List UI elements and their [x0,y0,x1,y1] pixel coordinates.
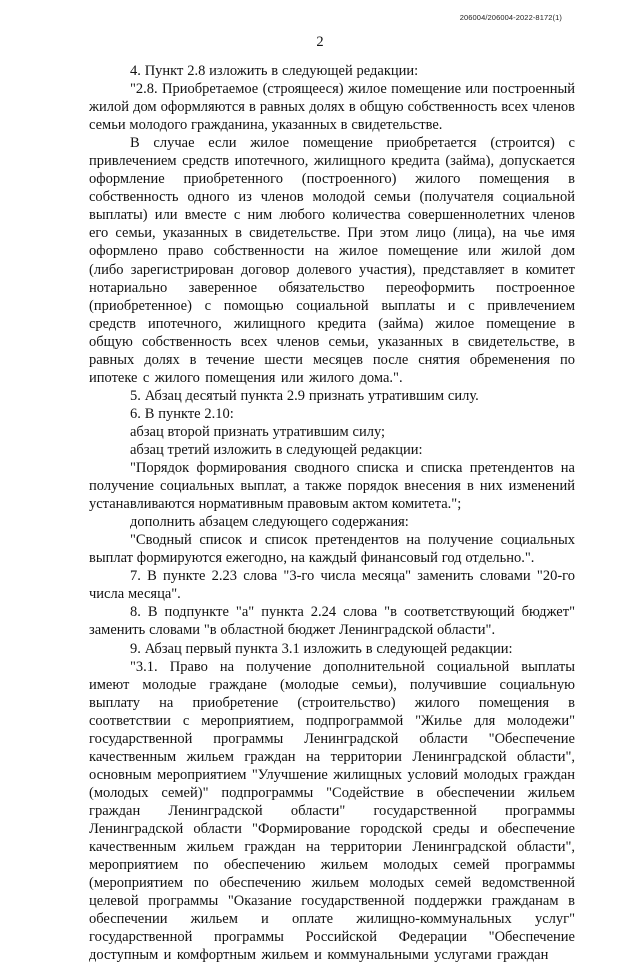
paragraph-item-6-add: дополнить абзацем следующего содержания: [130,514,409,531]
paragraph-item-6-second: абзац второй признать утратившим силу; [130,423,386,440]
page-number: 2 [316,34,324,50]
paragraph-item-9: 9. Абзац первый пункта 3.1 изложить в следующей редакции: [130,640,513,657]
paragraph-2-8-quote: "2.8. Приобретаемое (строящееся) жилое помещение или построенный жилой дом оформляются в равных долях в общую собственность всех членов семьи молодого гражданина, указанных в свидетельстве. [89,81,575,134]
paragraph-item-6: 6. В пункте 2.10: [130,405,234,422]
document-id: 206004/206004-2022-8172(1) [459,13,562,22]
paragraph-item-6-quote-order: "Порядок формирования сводного списка и списка претендентов на получение социальных выплат, а также порядок внесения в них изменений устанавливаются нормативным правовым актом комитета."; [89,460,575,513]
paragraph-item-4: 4. Пункт 2.8 изложить в следующей редакции: [130,63,419,79]
paragraph-2-8-mortgage: В случае если жилое помещение приобретается (строится) с привлечением средств ипотечного, жилищного кредита (займа), допускается оформление приобретенного (построенного) жилого помещения в собственность одного из членов молодой семьи (получателя социальной выплаты) или вместе с ним любого количества совершеннолетних членов его семьи, указанных в свидетельстве. При этом лицо (лица), на чье имя оформлено право собственности на жилое помещение или жилой дом (либо зарегистрирован договор долевого участия), представляет в комитет нотариально заверенное обязательство переоформить построенное (приобретенное) с помощью социальной выплаты и с привлечением средств ипотечного, жилищного кредита (займа) жилое помещение в общую собственность всех членов семьи, указанных в свидетельстве, в равных долях в течение шести месяцев после снятия обременения по ипотеке с жилого помещения или жилого дома.". [89,135,575,386]
paragraph-item-8: 8. В подпункте "а" пункта 2.24 слова "в соответствующий бюджет" заменить словами "в областной бюджет Ленинградской области". [89,604,575,639]
paragraph-3-1-quote: "3.1. Право на получение дополнительной социальной выплаты имеют молодые граждане (молодые семьи), получившие социальную выплату на приобретение (строительство) жилого помещения в соответствии с мероприятием, подпрограммой "Жилье для молодежи" государственной программы Ленинградской области "Обеспечение качественным жильем граждан на территории Ленинградской области", основным мероприятием "Улучшение жилищных условий молодых граждан (молодых семей)" подпрограммы "Содействие в обеспечении жильем граждан Ленинградской области" государственной программы Ленинградской области "Формирование городской среды и обеспечение качественным жильем граждан на территории Ленинградской области", мероприятием по обеспечению жильем молодых семей программы (мероприятием по обеспечению жильем молодых семей ведомственной целевой программы "Оказание государственной поддержки гражданам в обеспечении жильем и оплате жилищно-коммунальных услуг" государственной программы Российской Федерации "Обеспечение доступным и комфортным жильем и коммунальными услугами граждан [89,658,575,964]
paragraph-item-6-third: абзац третий изложить в следующей редакции: [130,441,423,458]
document-body [89,62,575,964]
paragraph-item-5: 5. Абзац десятый пункта 2.9 признать утратившим силу. [130,387,479,404]
paragraph-item-7: 7. В пункте 2.23 слова "3-го числа месяца" заменить словами "20-го числа месяца". [89,568,575,603]
paragraph-item-6-quote-list: "Сводный список и список претендентов на получение социальных выплат формируются ежегодно, на каждый финансовый год отдельно.". [89,532,575,567]
